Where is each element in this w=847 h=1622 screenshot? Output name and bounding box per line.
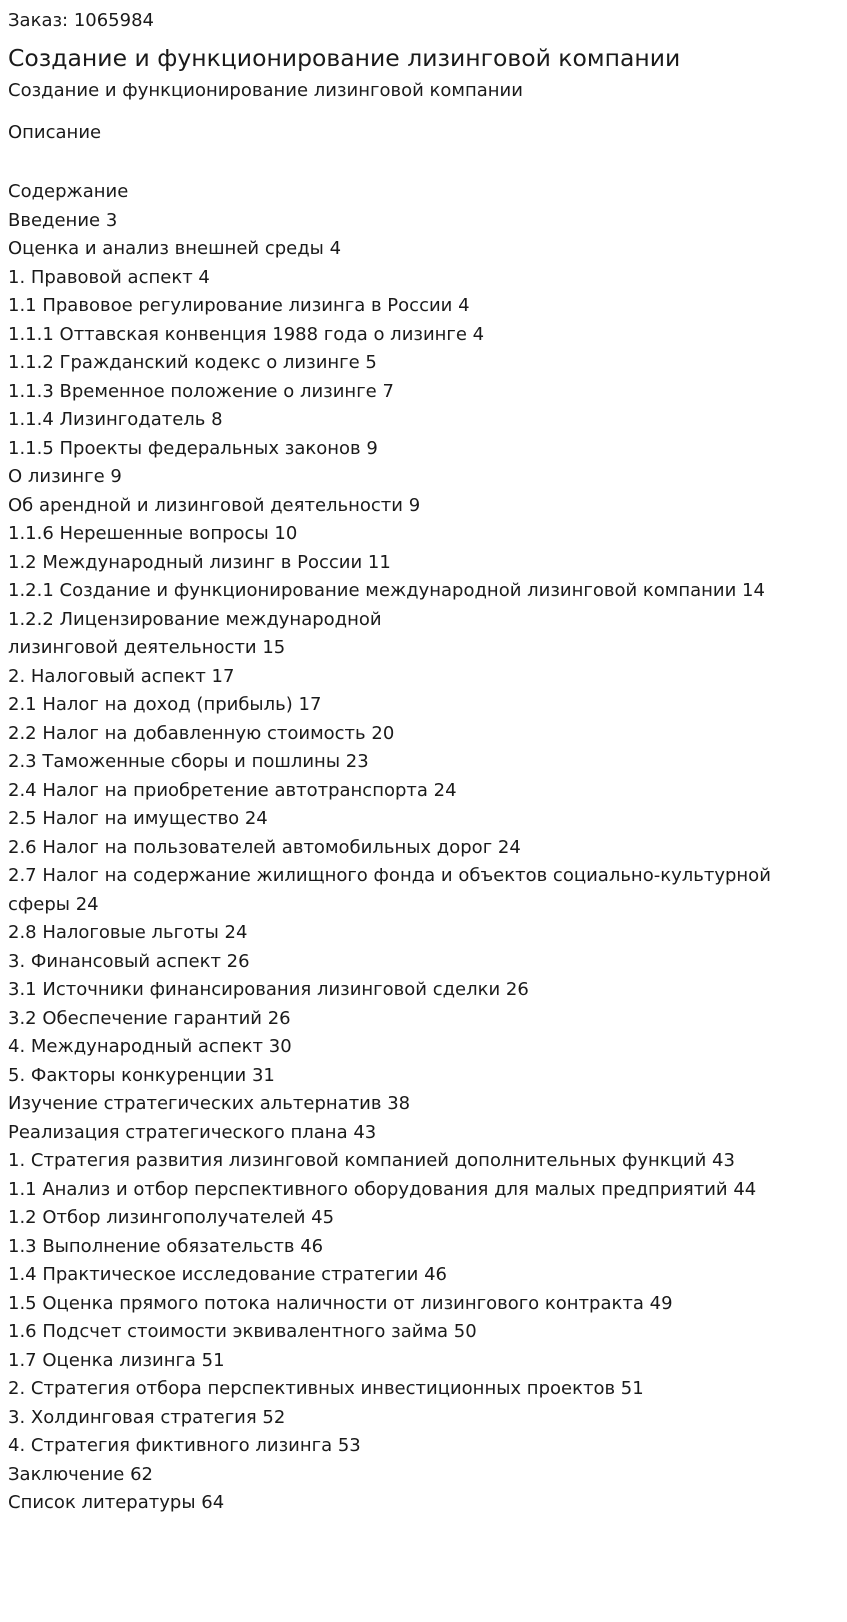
toc-item: лизинговой деятельности 15: [8, 637, 286, 658]
toc-item: Изучение стратегических альтернатив 38: [8, 1093, 411, 1114]
toc-item: 1.1 Правовое регулирование лизинга в России 4: [8, 295, 470, 316]
toc-item: 1.6 Подсчет стоимости эквивалентного займа 50: [8, 1321, 477, 1342]
toc-item: 1.1.3 Временное положение о лизинге 7: [8, 380, 394, 402]
toc-item: 1.7 Оценка лизинга 51: [8, 1349, 225, 1371]
toc-item: О лизинге 9: [8, 466, 122, 487]
toc-item: Оценка и анализ внешней среды 4: [8, 238, 342, 259]
toc-heading: Содержание: [8, 181, 129, 202]
toc-item: 2.3 Таможенные сборы и пошлины 23: [8, 751, 369, 772]
toc-item: 2.1 Налог на доход (прибыль) 17: [8, 694, 322, 715]
toc-item: 3.2 Обеспечение гарантий 26: [8, 1007, 291, 1029]
toc-item: 3.1 Источники финансирования лизинговой сделки 26: [8, 979, 529, 1000]
toc-item: Реализация стратегического плана 43: [8, 1121, 377, 1143]
toc-item: Заключение 62: [8, 1463, 153, 1485]
order-number: Заказ: 1065984: [8, 10, 154, 31]
toc-item: Список литературы 64: [8, 1492, 225, 1513]
toc-item: Введение 3: [8, 209, 118, 231]
toc-item: 2.4 Налог на приобретение автотранспорта 24: [8, 779, 457, 801]
toc-item: 2.2 Налог на добавленную стоимость 20: [8, 722, 395, 744]
toc-item: 1.4 Практическое исследование стратегии 46: [8, 1264, 447, 1285]
toc-item: 1.2 Международный лизинг в России 11: [8, 551, 391, 573]
toc-item: 2.5 Налог на имущество 24: [8, 808, 268, 829]
toc-item: 2.8 Налоговые льготы 24: [8, 922, 248, 943]
toc-item: 2. Стратегия отбора перспективных инвестиционных проектов 51: [8, 1378, 644, 1399]
toc-item: 3. Холдинговая стратегия 52: [8, 1406, 286, 1428]
toc-item: 3. Финансовый аспект 26: [8, 950, 250, 972]
toc-item: 1.5 Оценка прямого потока наличности от лизингового контракта 49: [8, 1292, 673, 1314]
toc-item: 1.3 Выполнение обязательств 46: [8, 1235, 324, 1257]
toc-item: 2. Налоговый аспект 17: [8, 665, 235, 687]
toc-item: 2.6 Налог на пользователей автомобильных дорог 24: [8, 836, 521, 858]
toc-item: 1. Правовой аспект 4: [8, 266, 210, 288]
toc-item: 1.2 Отбор лизингополучателей 45: [8, 1207, 335, 1228]
toc-item: сферы 24: [8, 893, 99, 915]
description-heading: Описание: [8, 122, 102, 143]
toc-item: 4. Международный аспект 30: [8, 1036, 292, 1057]
toc-item: 1.2.1 Создание и функционирование международной лизинговой компании 14: [8, 580, 765, 601]
toc-item: Об арендной и лизинговой деятельности 9: [8, 494, 421, 516]
toc-item: 1.1 Анализ и отбор перспективного оборудования для малых предприятий 44: [8, 1178, 757, 1200]
page-subtitle: Создание и функционирование лизинговой компании: [8, 80, 523, 101]
page-title: Создание и функционирование лизинговой компании: [8, 44, 681, 72]
toc-item: 1.1.1 Оттавская конвенция 1988 года о лизинге 4: [8, 323, 485, 345]
table-of-contents: [8, 178, 839, 1518]
toc-item: 5. Факторы конкуренции 31: [8, 1064, 275, 1086]
toc-item: 1.1.4 Лизингодатель 8: [8, 409, 223, 430]
toc-item: 1. Стратегия развития лизинговой компанией дополнительных функций 43: [8, 1150, 735, 1171]
toc-item: 1.1.6 Нерешенные вопросы 10: [8, 523, 298, 544]
toc-item: 1.2.2 Лицензирование международной: [8, 608, 382, 630]
toc-item: 1.1.2 Гражданский кодекс о лизинге 5: [8, 352, 377, 373]
toc-item: 4. Стратегия фиктивного лизинга 53: [8, 1435, 361, 1456]
toc-item: 1.1.5 Проекты федеральных законов 9: [8, 437, 378, 459]
toc-item: 2.7 Налог на содержание жилищного фонда и объектов социально-культурной: [8, 865, 771, 886]
